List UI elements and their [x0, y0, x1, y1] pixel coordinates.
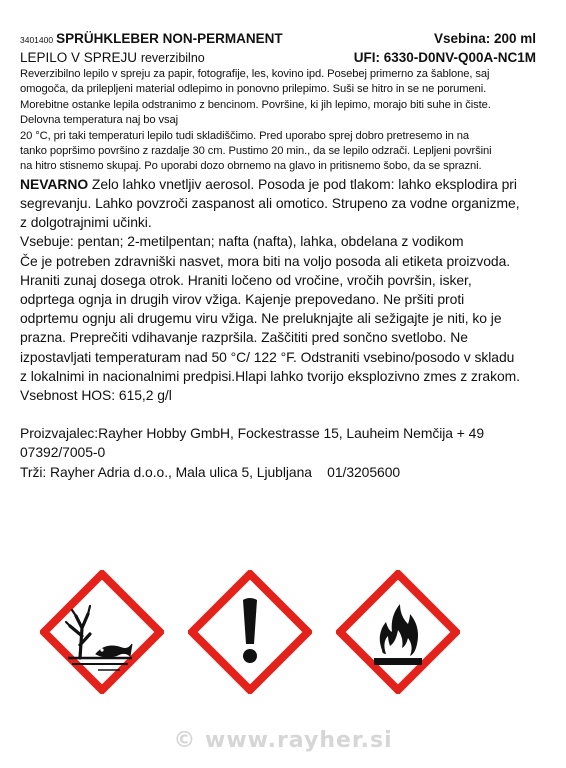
signal-word: NEVARNO [20, 175, 89, 192]
subtitle-main: LEPILO V SPREJU [20, 50, 138, 65]
description-block [20, 67, 550, 175]
ghs-pictograms [40, 570, 460, 690]
header-row-2 [20, 49, 550, 67]
precaution-line: izpostavljati temperaturam nad 50 °C/ 122 °F. Odstraniti vsebino/posodo v skladu [20, 348, 515, 365]
product-code: 3401400 [20, 35, 54, 45]
description-line: Reverzibilno lepilo v spreju za papir, fotografije, les, kovino ipd. Posebej primerno za šablone, saj [20, 68, 490, 80]
manufacturer-line: Proizvajalec:Rayher Hobby GmbH, Fockestrasse 15, Lauheim Nemčija + 49 [20, 425, 485, 442]
manufacturer-phone: 07392/7005-0 [20, 444, 106, 461]
precaution-line: z lokalnimi in nacionalnimi predpisi.Hlapi lahko tvorijo eksplozivno zmes z zrakom. [20, 367, 520, 384]
product-title [20, 30, 283, 49]
website-watermark: © www.rayher.si [173, 728, 393, 753]
description-line: omogoča, da prilepljeni material odlepimo in ponovno prilepimo. Suši se hitro in se ne porumeni. [20, 83, 487, 96]
product-subtitle [20, 49, 205, 67]
environment-hazard-icon [40, 570, 164, 694]
hazard-line: z dolgotrajnimi učinki. [20, 214, 152, 231]
subtitle-sub: reverzibilno [140, 51, 205, 65]
description-line: 20 °C, pri taki temperaturi lepilo tudi skladiščimo. Pred uporabo sprej dobro pretresemo in na [20, 129, 470, 142]
description-line: tanko popršimo površino z razdalje 30 cm. Pustimo 20 min., da se lepilo odzrači. Lepljeni površini [20, 145, 492, 158]
precaution-line: Če je potreben zdravniški nasvet, mora biti na voljo posoda ali etiketa proizvoda. [20, 252, 511, 269]
voc-content: Vsebnost HOS: 615,2 g/l [20, 387, 172, 404]
description-line: Morebitne ostanke lepila odstranimo z bencinom. Površine, ki jih lepimo, morajo biti suhe in čiste. [20, 98, 491, 111]
product-name: SPRÜHKLEBER NON-PERMANENT [56, 31, 283, 46]
description-line: Delovna temperatura naj bo vsaj [20, 114, 178, 127]
hazard-line: segrevanju. Lahko povzroči zaspanost ali omotico. Strupeno za vodne organizme, [20, 195, 520, 212]
ingredients-line: Vsebuje: pentan; 2-metilpentan; nafta (nafta), lahka, obdelana z vodikom [20, 233, 464, 250]
description-line: na hitro stisnemo skupaj. Po uporabi dozo obrnemo na glavo in pritisnemo šobo, da se sprazni. [20, 160, 482, 173]
ufi-code: UFI: 6330-D0NV-Q00A-NC1M [353, 50, 536, 65]
precaution-line: prazna. Preprečiti vdihavanje razpršila. Zaščititi pred sončno svetlobo. Ne [20, 329, 468, 346]
hazard-statements [20, 175, 550, 405]
product-label [20, 30, 550, 482]
manufacturer-block [20, 424, 550, 482]
header-row-1 [20, 30, 550, 49]
content-volume: Vsebina: 200 ml [433, 31, 536, 46]
precaution-line: odprtega ognja in drugih virov vžiga. Kajenje prepovedano. Ne pršiti proti [20, 291, 465, 308]
distributor-line: Trži: Rayher Adria d.o.o., Mala ulica 5, Ljubljana 01/3205600 [20, 463, 401, 480]
flame-icon [336, 570, 460, 694]
precaution-line: odprtemu ognju ali drugemu viru vžiga. Ne preluknjajte ali sežigajte je niti, ko je [20, 310, 502, 327]
exclamation-mark-icon [188, 570, 312, 694]
hazard-text: Zelo lahko vnetljiv aerosol. Posoda je pod tlakom: lahko eksplodira pri [88, 175, 517, 192]
precaution-line: Hraniti zunaj dosega otrok. Hraniti ločeno od vročine, vročih površin, isker, [20, 271, 472, 288]
hazard-line [20, 175, 550, 194]
